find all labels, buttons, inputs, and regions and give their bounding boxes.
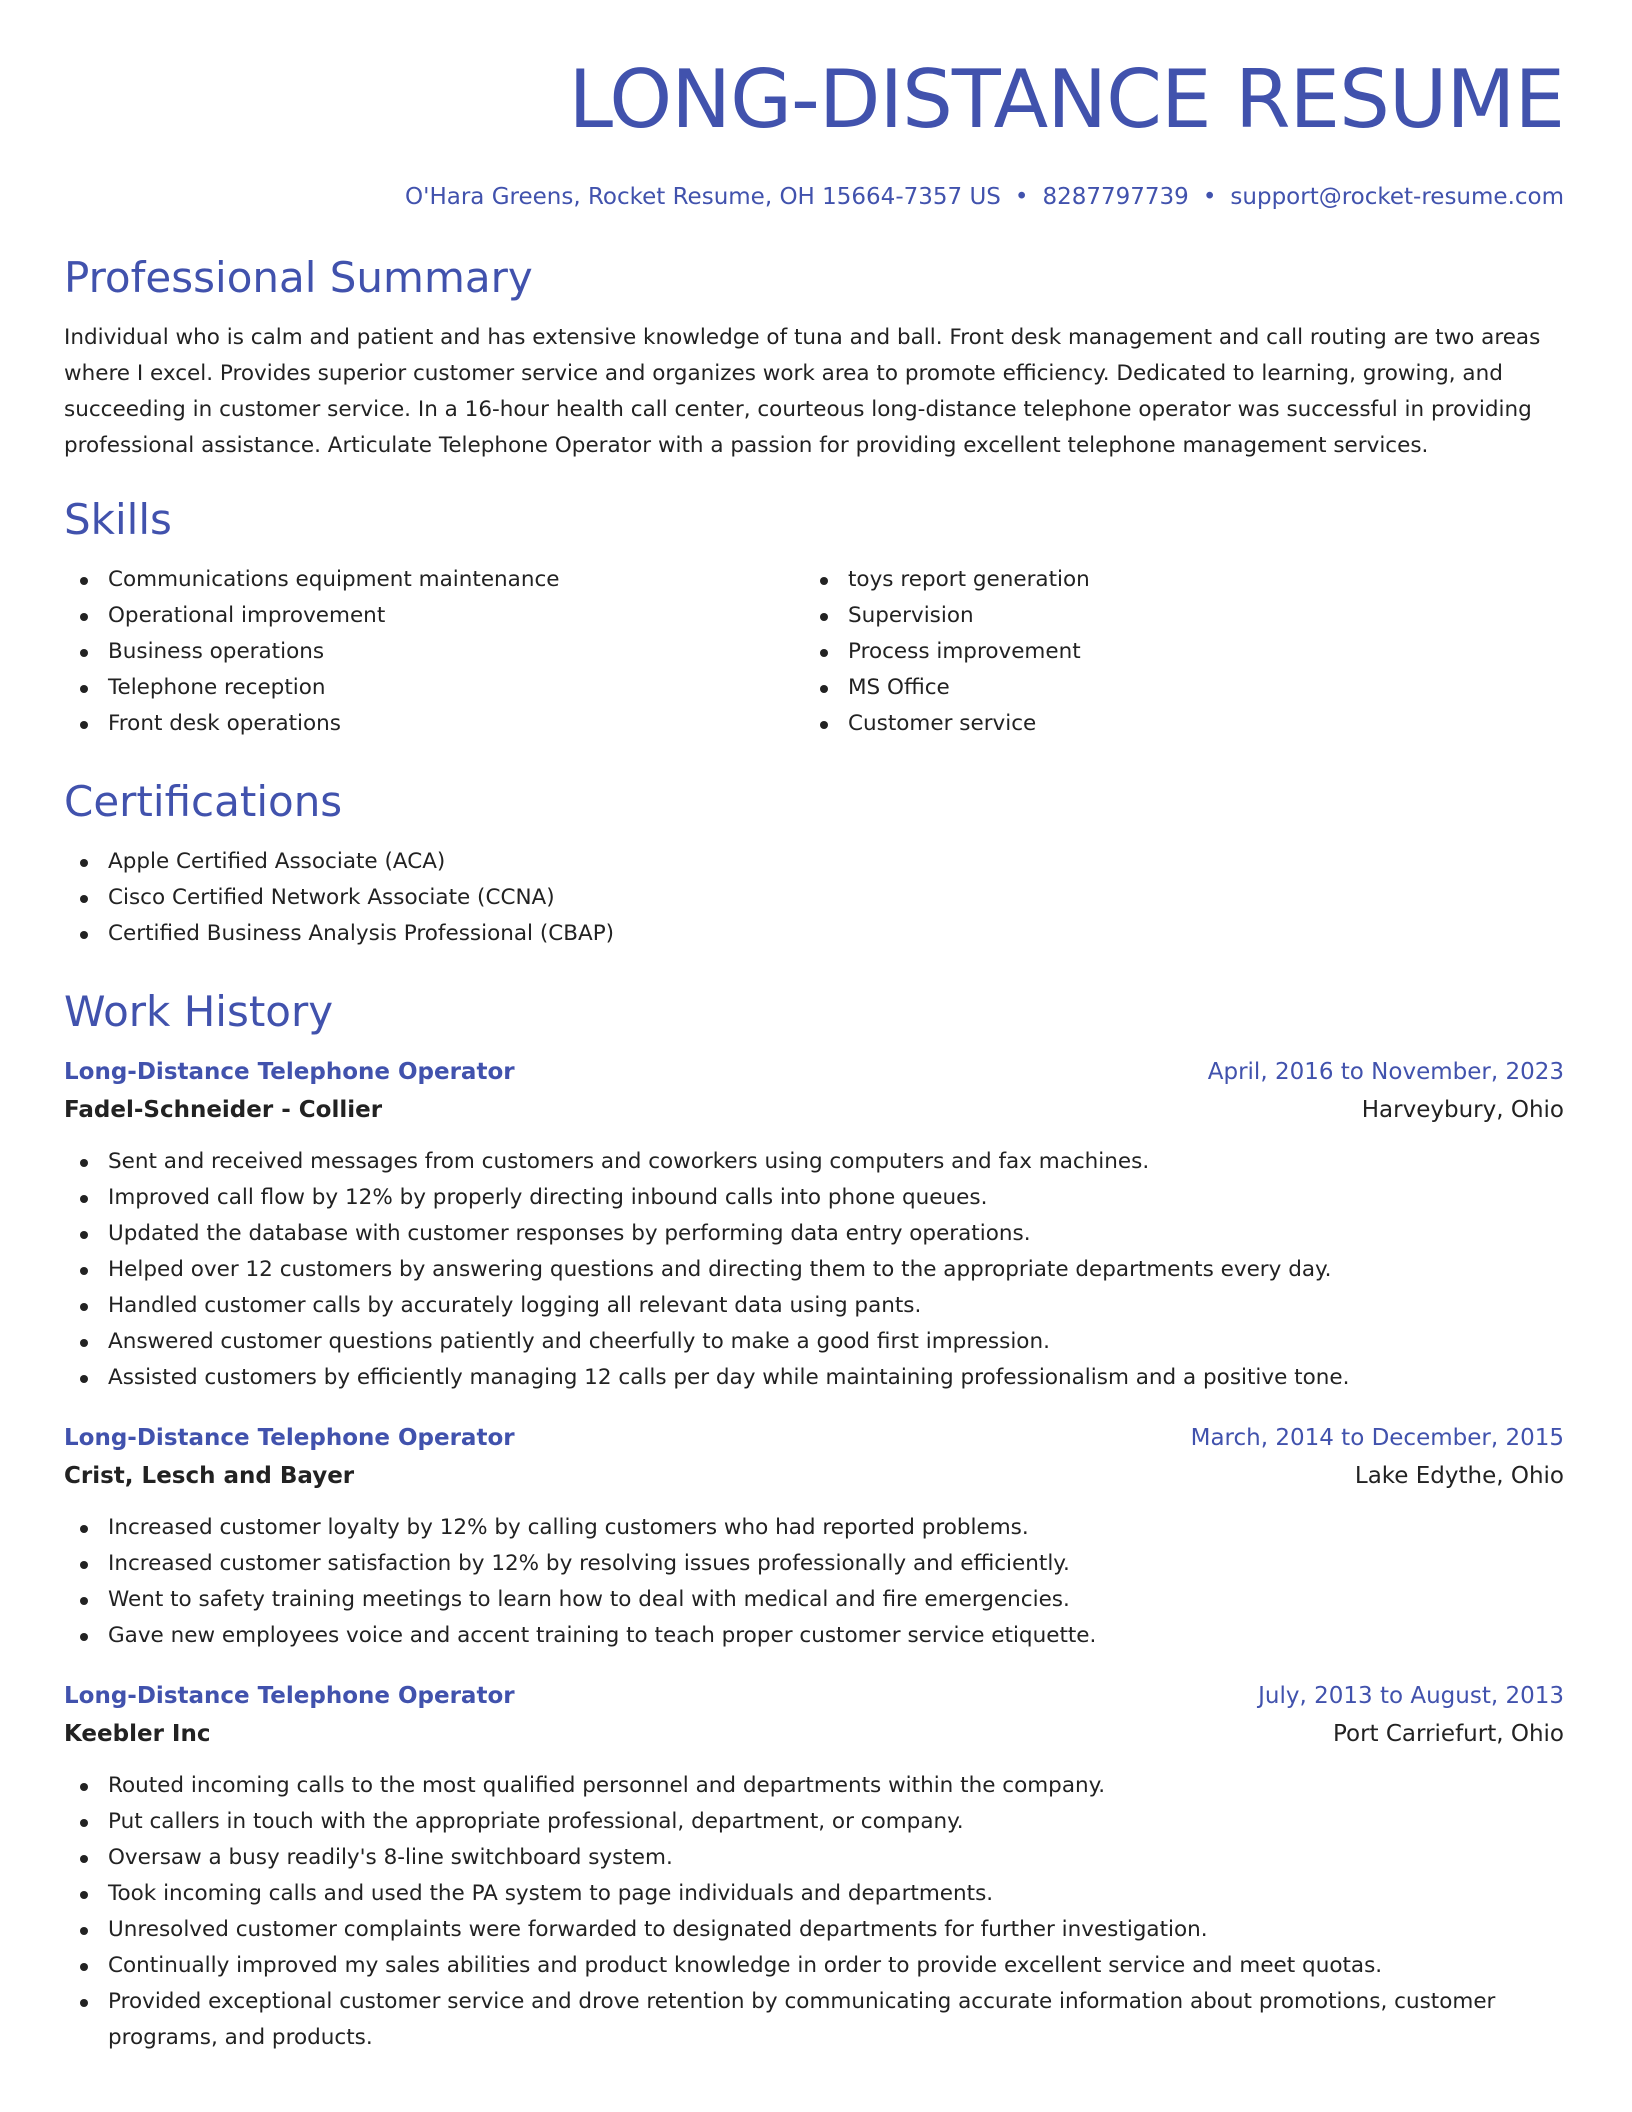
skills-heading: Skills bbox=[64, 495, 172, 544]
job-dates: July, 2013 to August, 2013 bbox=[1258, 1683, 1564, 1709]
job-bullet: Answered customer questions patiently and cheerfully to make a good first impression. bbox=[64, 1324, 1564, 1360]
skill-item: Process improvement bbox=[804, 634, 1544, 670]
job-bullet: Gave new employees voice and accent training to teach proper customer service etiquette. bbox=[64, 1618, 1564, 1654]
certification-item: Apple Certified Associate (ACA) bbox=[64, 844, 1564, 880]
skills-section bbox=[64, 492, 1564, 742]
certifications-list bbox=[64, 844, 1564, 952]
job-title: Long-Distance Telephone Operator bbox=[64, 1683, 515, 1709]
contact-line bbox=[64, 182, 1564, 212]
job-bullet: Handled customer calls by accurately logging all relevant data using pants. bbox=[64, 1288, 1564, 1324]
skill-item: Communications equipment maintenance bbox=[64, 562, 804, 598]
job-bullet: Routed incoming calls to the most qualified personnel and departments within the company. bbox=[64, 1768, 1564, 1804]
job-bullets bbox=[64, 1510, 1564, 1654]
certification-item: Certified Business Analysis Professional (CBAP) bbox=[64, 916, 1564, 952]
job-company: Keebler Inc bbox=[64, 1721, 211, 1747]
skill-item: MS Office bbox=[804, 670, 1544, 706]
job-header bbox=[64, 1678, 1564, 1714]
job-bullet: Put callers in touch with the appropriate professional, department, or company. bbox=[64, 1804, 1564, 1840]
job-subheader bbox=[64, 1090, 1564, 1130]
skill-item: Telephone reception bbox=[64, 670, 804, 706]
skills-list-left bbox=[64, 562, 804, 742]
job-bullet: Unresolved customer complaints were forwarded to designated departments for further investigation. bbox=[64, 1912, 1564, 1948]
job-header bbox=[64, 1420, 1564, 1456]
job-location: Port Carriefurt, Ohio bbox=[1332, 1721, 1564, 1747]
job-bullet: Provided exceptional customer service and drove retention by communicating accurate information about promotions, customer programs, and products. bbox=[64, 1984, 1564, 2056]
summary-text: Individual who is calm and patient and has extensive knowledge of tuna and ball. Front desk management and call routing are two areas where I excel. Provides superior customer service and organizes work area to promote efficiency. Dedicated to learning, growing, and succeeding in customer service. In a 16-hour health call center, courteous long-distance telephone operator was successful in providing professional assistance. Articulate Telephone Operator with a passion for providing excellent telephone management services. bbox=[64, 325, 1541, 458]
skill-item: Customer service bbox=[804, 706, 1544, 742]
resume-page bbox=[64, 0, 1564, 2056]
contact-separator: • bbox=[1202, 184, 1217, 210]
job-entry bbox=[64, 1420, 1564, 1654]
contact-phone: 8287797739 bbox=[1042, 184, 1189, 210]
summary-section bbox=[64, 250, 1564, 464]
contact-address: O'Hara Greens, Rocket Resume, OH 15664-7357 US bbox=[405, 184, 1001, 210]
job-bullet: Oversaw a busy readily's 8-line switchboard system. bbox=[64, 1840, 1564, 1876]
skill-item: Operational improvement bbox=[64, 598, 804, 634]
skills-list-right bbox=[804, 562, 1544, 742]
job-bullet: Continually improved my sales abilities and product knowledge in order to provide excellent service and meet quotas. bbox=[64, 1948, 1564, 1984]
job-entry bbox=[64, 1054, 1564, 1396]
job-bullets bbox=[64, 1768, 1564, 2056]
contact-email: support@rocket-resume.com bbox=[1230, 184, 1564, 210]
job-title: Long-Distance Telephone Operator bbox=[64, 1059, 515, 1085]
summary-heading: Professional Summary bbox=[64, 253, 533, 302]
job-bullet: Helped over 12 customers by answering questions and directing them to the appropriate departments every day. bbox=[64, 1252, 1564, 1288]
skills-columns bbox=[64, 562, 1564, 742]
job-dates: April, 2016 to November, 2023 bbox=[1207, 1059, 1564, 1085]
job-subheader bbox=[64, 1714, 1564, 1754]
job-header bbox=[64, 1054, 1564, 1090]
job-bullet: Increased customer satisfaction by 12% by resolving issues professionally and efficiently. bbox=[64, 1546, 1564, 1582]
job-location: Harveybury, Ohio bbox=[1361, 1097, 1564, 1123]
job-bullets bbox=[64, 1144, 1564, 1396]
certifications-section bbox=[64, 774, 1564, 952]
certifications-heading: Certifications bbox=[64, 777, 343, 826]
skill-item: Supervision bbox=[804, 598, 1544, 634]
job-entry bbox=[64, 1678, 1564, 2056]
job-company: Crist, Lesch and Bayer bbox=[64, 1463, 355, 1489]
skill-item: Front desk operations bbox=[64, 706, 804, 742]
job-location: Lake Edythe, Ohio bbox=[1354, 1463, 1564, 1489]
skill-item: toys report generation bbox=[804, 562, 1544, 598]
work-history-section bbox=[64, 984, 1564, 2056]
job-title: Long-Distance Telephone Operator bbox=[64, 1425, 515, 1451]
work-history-heading: Work History bbox=[64, 987, 334, 1036]
job-bullet: Improved call flow by 12% by properly directing inbound calls into phone queues. bbox=[64, 1180, 1564, 1216]
job-bullet: Took incoming calls and used the PA system to page individuals and departments. bbox=[64, 1876, 1564, 1912]
skill-item: Business operations bbox=[64, 634, 804, 670]
job-bullet: Increased customer loyalty by 12% by calling customers who had reported problems. bbox=[64, 1510, 1564, 1546]
contact-separator: • bbox=[1014, 184, 1029, 210]
certification-item: Cisco Certified Network Associate (CCNA) bbox=[64, 880, 1564, 916]
job-company: Fadel-Schneider - Collier bbox=[64, 1097, 383, 1123]
job-bullet: Assisted customers by efficiently managing 12 calls per day while maintaining professionalism and a positive tone. bbox=[64, 1360, 1564, 1396]
job-bullet: Sent and received messages from customers and coworkers using computers and fax machines. bbox=[64, 1144, 1564, 1180]
resume-title: LONG-DISTANCE RESUME bbox=[568, 53, 1564, 146]
job-bullet: Went to safety training meetings to learn how to deal with medical and fire emergencies. bbox=[64, 1582, 1564, 1618]
job-bullet: Updated the database with customer responses by performing data entry operations. bbox=[64, 1216, 1564, 1252]
job-dates: March, 2014 to December, 2015 bbox=[1190, 1425, 1564, 1451]
job-subheader bbox=[64, 1456, 1564, 1496]
